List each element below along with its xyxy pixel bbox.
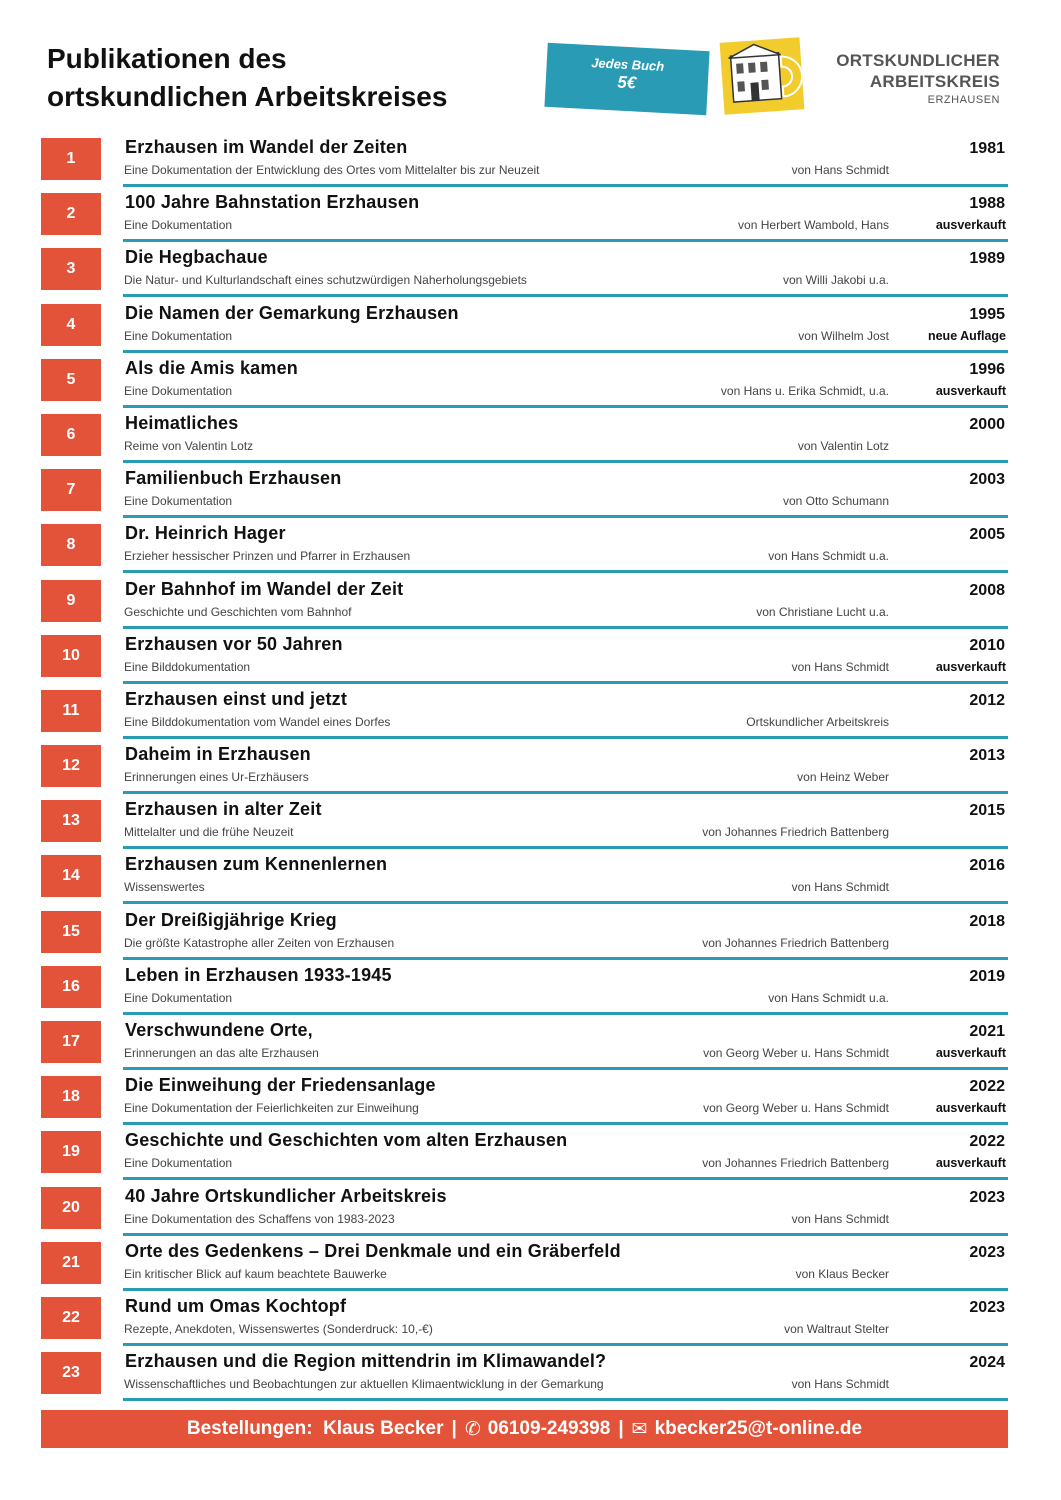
- book-subtitle: Eine Dokumentation der Entwicklung des Ortes vom Mittelalter bis zur Neuzeit: [124, 163, 540, 177]
- book-subtitle: Eine Dokumentation: [124, 494, 233, 509]
- book-number: 19: [41, 1131, 101, 1173]
- book-author: von Hans Schmidt: [791, 1211, 889, 1226]
- book-year: 2021: [969, 1023, 1005, 1040]
- footer-separator: |: [618, 1418, 624, 1439]
- book-year: 2016: [969, 857, 1005, 875]
- row-divider: [123, 957, 1008, 960]
- row-divider: [123, 626, 1008, 629]
- book-row: [41, 1186, 1008, 1241]
- publication-list: [41, 137, 1008, 1406]
- book-subtitle: Wissenswertes: [124, 880, 205, 895]
- row-divider: [123, 1398, 1008, 1401]
- book-author: von Christiane Lucht u.a.: [756, 604, 889, 619]
- book-number: 22: [41, 1297, 101, 1339]
- book-year: 2013: [969, 747, 1005, 765]
- book-row: [41, 247, 1008, 302]
- book-year: 1988: [969, 195, 1005, 213]
- book-author: von Valentin Lotz: [797, 438, 889, 453]
- book-row: [41, 523, 1008, 578]
- book-number: 13: [41, 800, 101, 842]
- book-title: Heimatliches: [125, 412, 239, 433]
- book-author: von Hans Schmidt: [791, 659, 889, 674]
- book-row: [41, 799, 1008, 854]
- row-divider: [123, 294, 1008, 297]
- book-row: [41, 744, 1008, 799]
- organization-name: [836, 50, 1000, 108]
- book-year: 2012: [969, 691, 1005, 709]
- footer-label: Bestellungen:: [186, 1418, 313, 1439]
- org-line-3: ERZHAUSEN: [927, 94, 1000, 106]
- book-subtitle: Eine Dokumentation des Schaffens von 1983-2023: [124, 1211, 395, 1226]
- book-subtitle: Erinnerungen eines Ur-Erzhäusers: [124, 770, 309, 785]
- book-subtitle: Erzieher hessischer Prinzen und Pfarrer in Erzhausen: [124, 549, 411, 564]
- book-number: 3: [41, 248, 101, 290]
- book-subtitle: Rezepte, Anekdoten, Wissenswertes (Sonderdruck: 10,-€): [124, 1321, 433, 1336]
- row-divider: [123, 239, 1008, 242]
- book-row: [41, 1020, 1008, 1075]
- book-author: von Heinz Weber: [797, 770, 889, 785]
- book-author: von Hans Schmidt u.a.: [768, 990, 889, 1005]
- book-year: 2024: [969, 1354, 1005, 1372]
- phone-icon: ✆: [464, 1418, 481, 1440]
- book-number: 20: [41, 1187, 101, 1229]
- book-status: neue Auflage: [927, 328, 1006, 343]
- footer-contact-name: Klaus Becker: [323, 1418, 444, 1439]
- book-title: 40 Jahre Ortskundlicher Arbeitskreis: [125, 1185, 447, 1206]
- book-subtitle: Eine Dokumentation der Feierlichkeiten zur Einweihung: [124, 1101, 419, 1116]
- book-title: Erzhausen und die Region mittendrin im Klimawandel?: [125, 1351, 607, 1372]
- book-number: 4: [41, 304, 101, 346]
- book-number: 12: [41, 745, 101, 787]
- book-subtitle: Erinnerungen an das alte Erzhausen: [124, 1046, 319, 1060]
- book-row: [41, 192, 1008, 247]
- book-subtitle: Eine Dokumentation: [124, 218, 233, 233]
- book-number: 21: [41, 1242, 101, 1284]
- page-title: [47, 40, 447, 116]
- book-author: von Johannes Friedrich Battenberg: [702, 935, 889, 950]
- book-author: von Hans Schmidt: [791, 880, 889, 895]
- book-author: von Waltraut Stelter: [784, 1321, 889, 1336]
- row-divider: [123, 1122, 1008, 1125]
- book-author: von Willi Jakobi u.a.: [782, 273, 889, 288]
- book-status: ausverkauft: [935, 383, 1006, 398]
- row-divider: [123, 1012, 1008, 1015]
- book-number: 10: [41, 635, 101, 677]
- row-divider: [123, 681, 1008, 684]
- order-footer: [41, 1410, 1008, 1448]
- book-number: 15: [41, 911, 101, 953]
- book-number: 2: [41, 193, 101, 235]
- book-row: [41, 965, 1008, 1020]
- book-year: 2023: [969, 1298, 1005, 1316]
- price-label: Jedes Buch: [590, 55, 665, 74]
- book-subtitle: Eine Bilddokumentation: [124, 659, 251, 674]
- book-row: [41, 413, 1008, 468]
- org-line-1: ORTSKUNDLICHER: [836, 51, 1000, 70]
- book-title: Geschichte und Geschichten vom alten Erzhausen: [125, 1130, 568, 1151]
- book-row: [41, 303, 1008, 358]
- book-year: 2022: [969, 1078, 1005, 1096]
- book-subtitle: Geschichte und Geschichten vom Bahnhof: [124, 604, 352, 619]
- row-divider: [123, 460, 1008, 463]
- row-divider: [123, 1067, 1008, 1070]
- book-number: 11: [41, 690, 101, 732]
- book-subtitle: Eine Dokumentation: [124, 990, 233, 1005]
- book-number: 17: [41, 1021, 101, 1063]
- book-subtitle: Eine Dokumentation: [124, 383, 233, 398]
- book-author: von Herbert Wambold, Hans: [738, 218, 889, 233]
- book-number: 23: [41, 1352, 101, 1394]
- book-title: Erzhausen einst und jetzt: [125, 688, 348, 709]
- book-year: 2003: [969, 471, 1005, 489]
- book-author: von Johannes Friedrich Battenberg: [702, 1156, 889, 1171]
- footer-separator: |: [451, 1418, 457, 1439]
- book-subtitle: Mittelalter und die frühe Neuzeit: [124, 825, 294, 840]
- book-year: 2022: [969, 1133, 1005, 1151]
- book-row: [41, 358, 1008, 413]
- book-title: Die Namen der Gemarkung Erzhausen: [125, 302, 459, 323]
- book-row: [41, 468, 1008, 523]
- book-author: von Klaus Becker: [795, 1266, 889, 1281]
- row-divider: [123, 515, 1008, 518]
- book-author: von Otto Schumann: [782, 494, 889, 509]
- book-author: von Georg Weber u. Hans Schmidt: [703, 1101, 889, 1116]
- book-row: [41, 689, 1008, 744]
- book-author: von Johannes Friedrich Battenberg: [702, 825, 889, 840]
- book-status: ausverkauft: [935, 218, 1006, 233]
- book-year: 1989: [969, 250, 1005, 268]
- book-author: Ortskundlicher Arbeitskreis: [746, 714, 889, 729]
- title-line-1: Publikationen des: [47, 43, 287, 74]
- book-number: 5: [41, 359, 101, 401]
- footer-phone[interactable]: 06109-249398: [487, 1418, 611, 1439]
- organization-logo: [720, 37, 805, 114]
- book-number: 1: [41, 138, 101, 180]
- book-year: 2023: [969, 1243, 1005, 1261]
- book-title: Dr. Heinrich Hager: [125, 523, 286, 544]
- org-line-2: ARBEITSKREIS: [869, 72, 1000, 91]
- book-row: [41, 854, 1008, 909]
- book-number: 6: [41, 414, 101, 456]
- book-year: 1981: [969, 140, 1005, 157]
- row-divider: [123, 791, 1008, 794]
- price-value: 5€: [616, 72, 637, 93]
- book-title: Erzhausen vor 50 Jahren: [125, 633, 343, 654]
- book-title: Leben in Erzhausen 1933-1945: [125, 964, 392, 985]
- book-subtitle: Reime von Valentin Lotz: [124, 438, 254, 453]
- book-subtitle: Wissenschaftliches und Beobachtungen zur aktuellen Klimaentwicklung in der Gemarkung: [124, 1377, 604, 1392]
- book-row: [41, 1241, 1008, 1296]
- row-divider: [123, 846, 1008, 849]
- book-status: ausverkauft: [935, 659, 1006, 674]
- book-title: Familienbuch Erzhausen: [125, 468, 342, 489]
- row-divider: [123, 405, 1008, 408]
- book-author: von Hans Schmidt u.a.: [768, 549, 889, 564]
- book-title: Rund um Omas Kochtopf: [125, 1295, 347, 1316]
- book-status: ausverkauft: [935, 1156, 1006, 1171]
- title-line-2: ortskundlichen Arbeitskreises: [47, 81, 448, 112]
- price-badge: [544, 43, 709, 115]
- row-divider: [123, 184, 1008, 187]
- book-title: 100 Jahre Bahnstation Erzhausen: [125, 192, 420, 213]
- book-number: 18: [41, 1076, 101, 1118]
- book-title: Erzhausen zum Kennenlernen: [125, 854, 388, 875]
- book-title: Erzhausen im Wandel der Zeiten: [125, 137, 408, 157]
- book-title: Der Bahnhof im Wandel der Zeit: [125, 578, 404, 599]
- mail-icon: ✉: [631, 1418, 648, 1440]
- row-divider: [123, 1177, 1008, 1180]
- book-year: 2008: [969, 581, 1005, 599]
- book-title: Die Hegbachaue: [125, 247, 268, 268]
- book-year: 2023: [969, 1188, 1005, 1206]
- row-divider: [123, 1233, 1008, 1236]
- book-title: Verschwundene Orte,: [125, 1020, 313, 1040]
- book-subtitle: Die Natur- und Kulturlandschaft eines schutzwürdigen Naherholungsgebiets: [124, 273, 527, 288]
- building-icon: [720, 37, 805, 114]
- book-author: von Georg Weber u. Hans Schmidt: [703, 1046, 889, 1060]
- book-year: 2010: [969, 636, 1005, 654]
- book-row: [41, 910, 1008, 965]
- footer-email[interactable]: kbecker25@t-online.de: [654, 1418, 863, 1439]
- book-row: [41, 1351, 1008, 1406]
- book-number: 7: [41, 469, 101, 511]
- book-author: von Hans u. Erika Schmidt, u.a.: [720, 383, 889, 398]
- book-subtitle: Eine Bilddokumentation vom Wandel eines Dorfes: [124, 714, 391, 729]
- book-title: Daheim in Erzhausen: [125, 744, 311, 765]
- book-number: 14: [41, 855, 101, 897]
- book-title: Erzhausen in alter Zeit: [125, 799, 322, 820]
- book-year: 2000: [969, 415, 1005, 433]
- row-divider: [123, 736, 1008, 739]
- book-status: ausverkauft: [935, 1101, 1006, 1116]
- book-title: Die Einweihung der Friedensanlage: [125, 1075, 436, 1096]
- book-title: Als die Amis kamen: [125, 357, 299, 378]
- row-divider: [123, 1288, 1008, 1291]
- book-status: ausverkauft: [935, 1046, 1006, 1060]
- book-year: 1995: [969, 305, 1005, 323]
- book-author: von Hans Schmidt: [791, 163, 889, 177]
- book-number: 9: [41, 580, 101, 622]
- book-author: von Wilhelm Jost: [798, 328, 889, 343]
- book-row: [41, 137, 1008, 192]
- book-row: [41, 634, 1008, 689]
- book-number: 8: [41, 524, 101, 566]
- book-author: von Hans Schmidt: [791, 1377, 889, 1392]
- book-year: 2015: [969, 802, 1005, 820]
- row-divider: [123, 901, 1008, 904]
- book-subtitle: Ein kritischer Blick auf kaum beachtete Bauwerke: [124, 1266, 387, 1281]
- book-title: Der Dreißigjährige Krieg: [125, 909, 337, 930]
- book-row: [41, 1130, 1008, 1185]
- book-row: [41, 1075, 1008, 1130]
- book-subtitle: Eine Dokumentation: [124, 1156, 233, 1171]
- book-number: 16: [41, 966, 101, 1008]
- book-year: 2018: [969, 912, 1005, 930]
- book-year: 2019: [969, 967, 1005, 985]
- book-row: [41, 579, 1008, 634]
- book-year: 1996: [969, 360, 1005, 378]
- book-row: [41, 1296, 1008, 1351]
- row-divider: [123, 570, 1008, 573]
- book-title: Orte des Gedenkens – Drei Denkmale und ein Gräberfeld: [125, 1240, 621, 1261]
- book-subtitle: Die größte Katastrophe aller Zeiten von Erzhausen: [124, 935, 395, 950]
- book-subtitle: Eine Dokumentation: [124, 328, 233, 343]
- book-year: 2005: [969, 526, 1005, 544]
- row-divider: [123, 1343, 1008, 1346]
- row-divider: [123, 350, 1008, 353]
